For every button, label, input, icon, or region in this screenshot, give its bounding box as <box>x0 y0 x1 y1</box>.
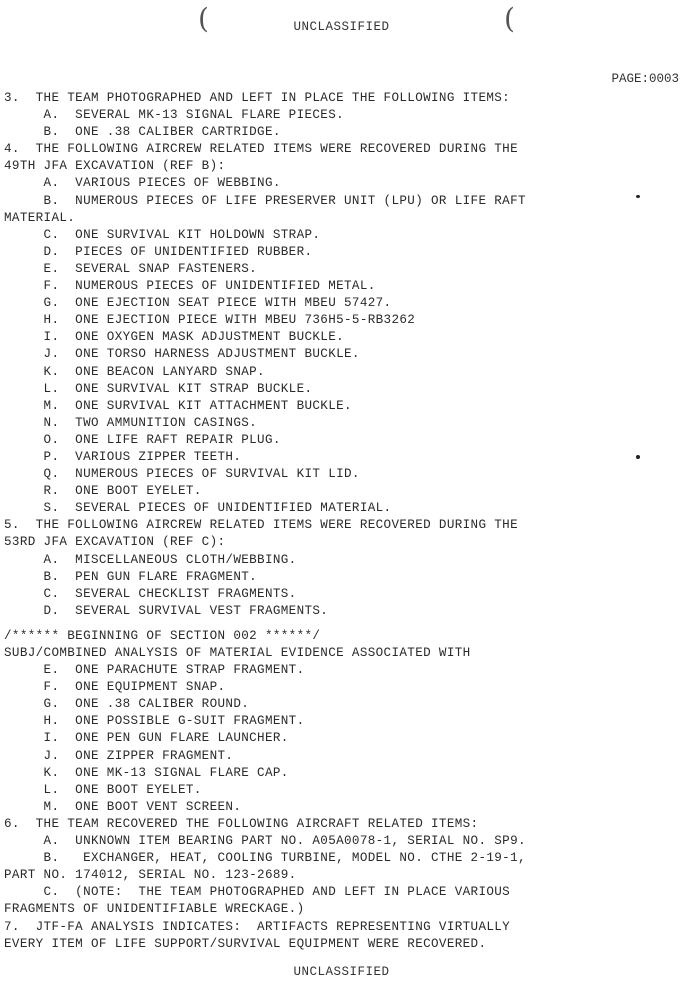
text-line: Q. NUMEROUS PIECES OF SURVIVAL KIT LID. <box>4 467 360 482</box>
text-line: /****** BEGINNING OF SECTION 002 ******/ <box>4 628 321 643</box>
text-line: I. ONE OXYGEN MASK ADJUSTMENT BUCKLE. <box>4 330 345 345</box>
text-line: C. ONE SURVIVAL KIT HOLDOWN STRAP. <box>4 227 321 242</box>
text-line: B. EXCHANGER, HEAT, COOLING TURBINE, MODEL NO. CTHE 2-19-1, <box>4 851 526 866</box>
text-line: B. PEN GUN FLARE FRAGMENT. <box>4 569 258 584</box>
classification-footer: UNCLASSIFIED <box>293 965 390 979</box>
text-line: G. ONE .38 CALIBER ROUND. <box>4 697 250 712</box>
scan-speck <box>636 455 640 459</box>
punch-hole-right-icon: ( <box>504 2 515 35</box>
text-line: P. VARIOUS ZIPPER TEETH. <box>4 449 242 464</box>
text-line: 6. THE TEAM RECOVERED THE FOLLOWING AIRCRAFT RELATED ITEMS: <box>4 816 479 831</box>
text-line: D. SEVERAL SURVIVAL VEST FRAGMENTS. <box>4 603 329 618</box>
text-line: EVERY ITEM OF LIFE SUPPORT/SURVIVAL EQUIPMENT WERE RECOVERED. <box>4 936 487 951</box>
text-line: F. ONE EQUIPMENT SNAP. <box>4 680 226 695</box>
text-line: A. MISCELLANEOUS CLOTH/WEBBING. <box>4 552 297 567</box>
text-line: J. ONE ZIPPER FRAGMENT. <box>4 748 234 763</box>
text-line: D. PIECES OF UNIDENTIFIED RUBBER. <box>4 244 313 259</box>
text-line: L. ONE BOOT EYELET. <box>4 782 202 797</box>
classification-header: UNCLASSIFIED <box>293 20 390 34</box>
text-line: 3. THE TEAM PHOTOGRAPHED AND LEFT IN PLACE THE FOLLOWING ITEMS: <box>4 91 511 105</box>
text-line: A. VARIOUS PIECES OF WEBBING. <box>4 176 281 191</box>
text-line: O. ONE LIFE RAFT REPAIR PLUG. <box>4 432 281 447</box>
text-line: K. ONE MK-13 SIGNAL FLARE CAP. <box>4 765 289 780</box>
text-line: E. SEVERAL SNAP FASTENERS. <box>4 261 258 276</box>
text-line: A. SEVERAL MK-13 SIGNAL FLARE PIECES. <box>4 108 345 123</box>
text-line: G. ONE EJECTION SEAT PIECE WITH MBEU 57427. <box>4 296 392 311</box>
text-line: C. (NOTE: THE TEAM PHOTOGRAPHED AND LEFT IN PLACE VARIOUS <box>4 885 511 900</box>
text-line: E. ONE PARACHUTE STRAP FRAGMENT. <box>4 663 305 678</box>
page-number: PAGE:0003 <box>611 72 679 86</box>
text-line: M. ONE BOOT VENT SCREEN. <box>4 799 242 814</box>
text-line: SUBJ/COMBINED ANALYSIS OF MATERIAL EVIDENCE ASSOCIATED WITH <box>4 646 471 660</box>
text-line: L. ONE SURVIVAL KIT STRAP BUCKLE. <box>4 381 313 396</box>
text-line: MATERIAL. <box>4 210 76 225</box>
text-line: H. ONE EJECTION PIECE WITH MBEU 736H5-5-RB3262 <box>4 313 416 328</box>
text-line: F. NUMEROUS PIECES OF UNIDENTIFIED METAL. <box>4 279 376 294</box>
text-line: H. ONE POSSIBLE G-SUIT FRAGMENT. <box>4 714 305 729</box>
text-line: S. SEVERAL PIECES OF UNIDENTIFIED MATERIAL. <box>4 501 392 516</box>
text-line: B. NUMEROUS PIECES OF LIFE PRESERVER UNIT (LPU) OR LIFE RAFT <box>4 193 526 208</box>
text-line: C. SEVERAL CHECKLIST FRAGMENTS. <box>4 586 297 601</box>
text-line: A. UNKNOWN ITEM BEARING PART NO. A05A0078-1, SERIAL NO. SP9. <box>4 834 526 849</box>
text-line: B. ONE .38 CALIBER CARTRIDGE. <box>4 125 281 140</box>
text-line: FRAGMENTS OF UNIDENTIFIABLE WRECKAGE.) <box>4 902 305 917</box>
text-line: J. ONE TORSO HARNESS ADJUSTMENT BUCKLE. <box>4 347 360 362</box>
text-line: 4. THE FOLLOWING AIRCREW RELATED ITEMS WERE RECOVERED DURING THE <box>4 142 518 157</box>
blank-line <box>4 620 680 628</box>
scan-speck <box>636 195 640 198</box>
document-body <box>4 90 680 953</box>
text-line: M. ONE SURVIVAL KIT ATTACHMENT BUCKLE. <box>4 398 352 413</box>
text-line: R. ONE BOOT EYELET. <box>4 484 202 499</box>
text-line: N. TWO AMMUNITION CASINGS. <box>4 415 258 430</box>
text-line: I. ONE PEN GUN FLARE LAUNCHER. <box>4 731 289 746</box>
text-line: 7. JTF-FA ANALYSIS INDICATES: ARTIFACTS REPRESENTING VIRTUALLY <box>4 919 511 934</box>
text-line: PART NO. 174012, SERIAL NO. 123-2689. <box>4 868 297 883</box>
text-line: K. ONE BEACON LANYARD SNAP. <box>4 364 265 379</box>
text-line: 5. THE FOLLOWING AIRCREW RELATED ITEMS WERE RECOVERED DURING THE <box>4 518 518 533</box>
text-line: 49TH JFA EXCAVATION (REF B): <box>4 159 226 174</box>
punch-hole-left-icon: ( <box>198 2 209 35</box>
text-line: 53RD JFA EXCAVATION (REF C): <box>4 535 226 550</box>
